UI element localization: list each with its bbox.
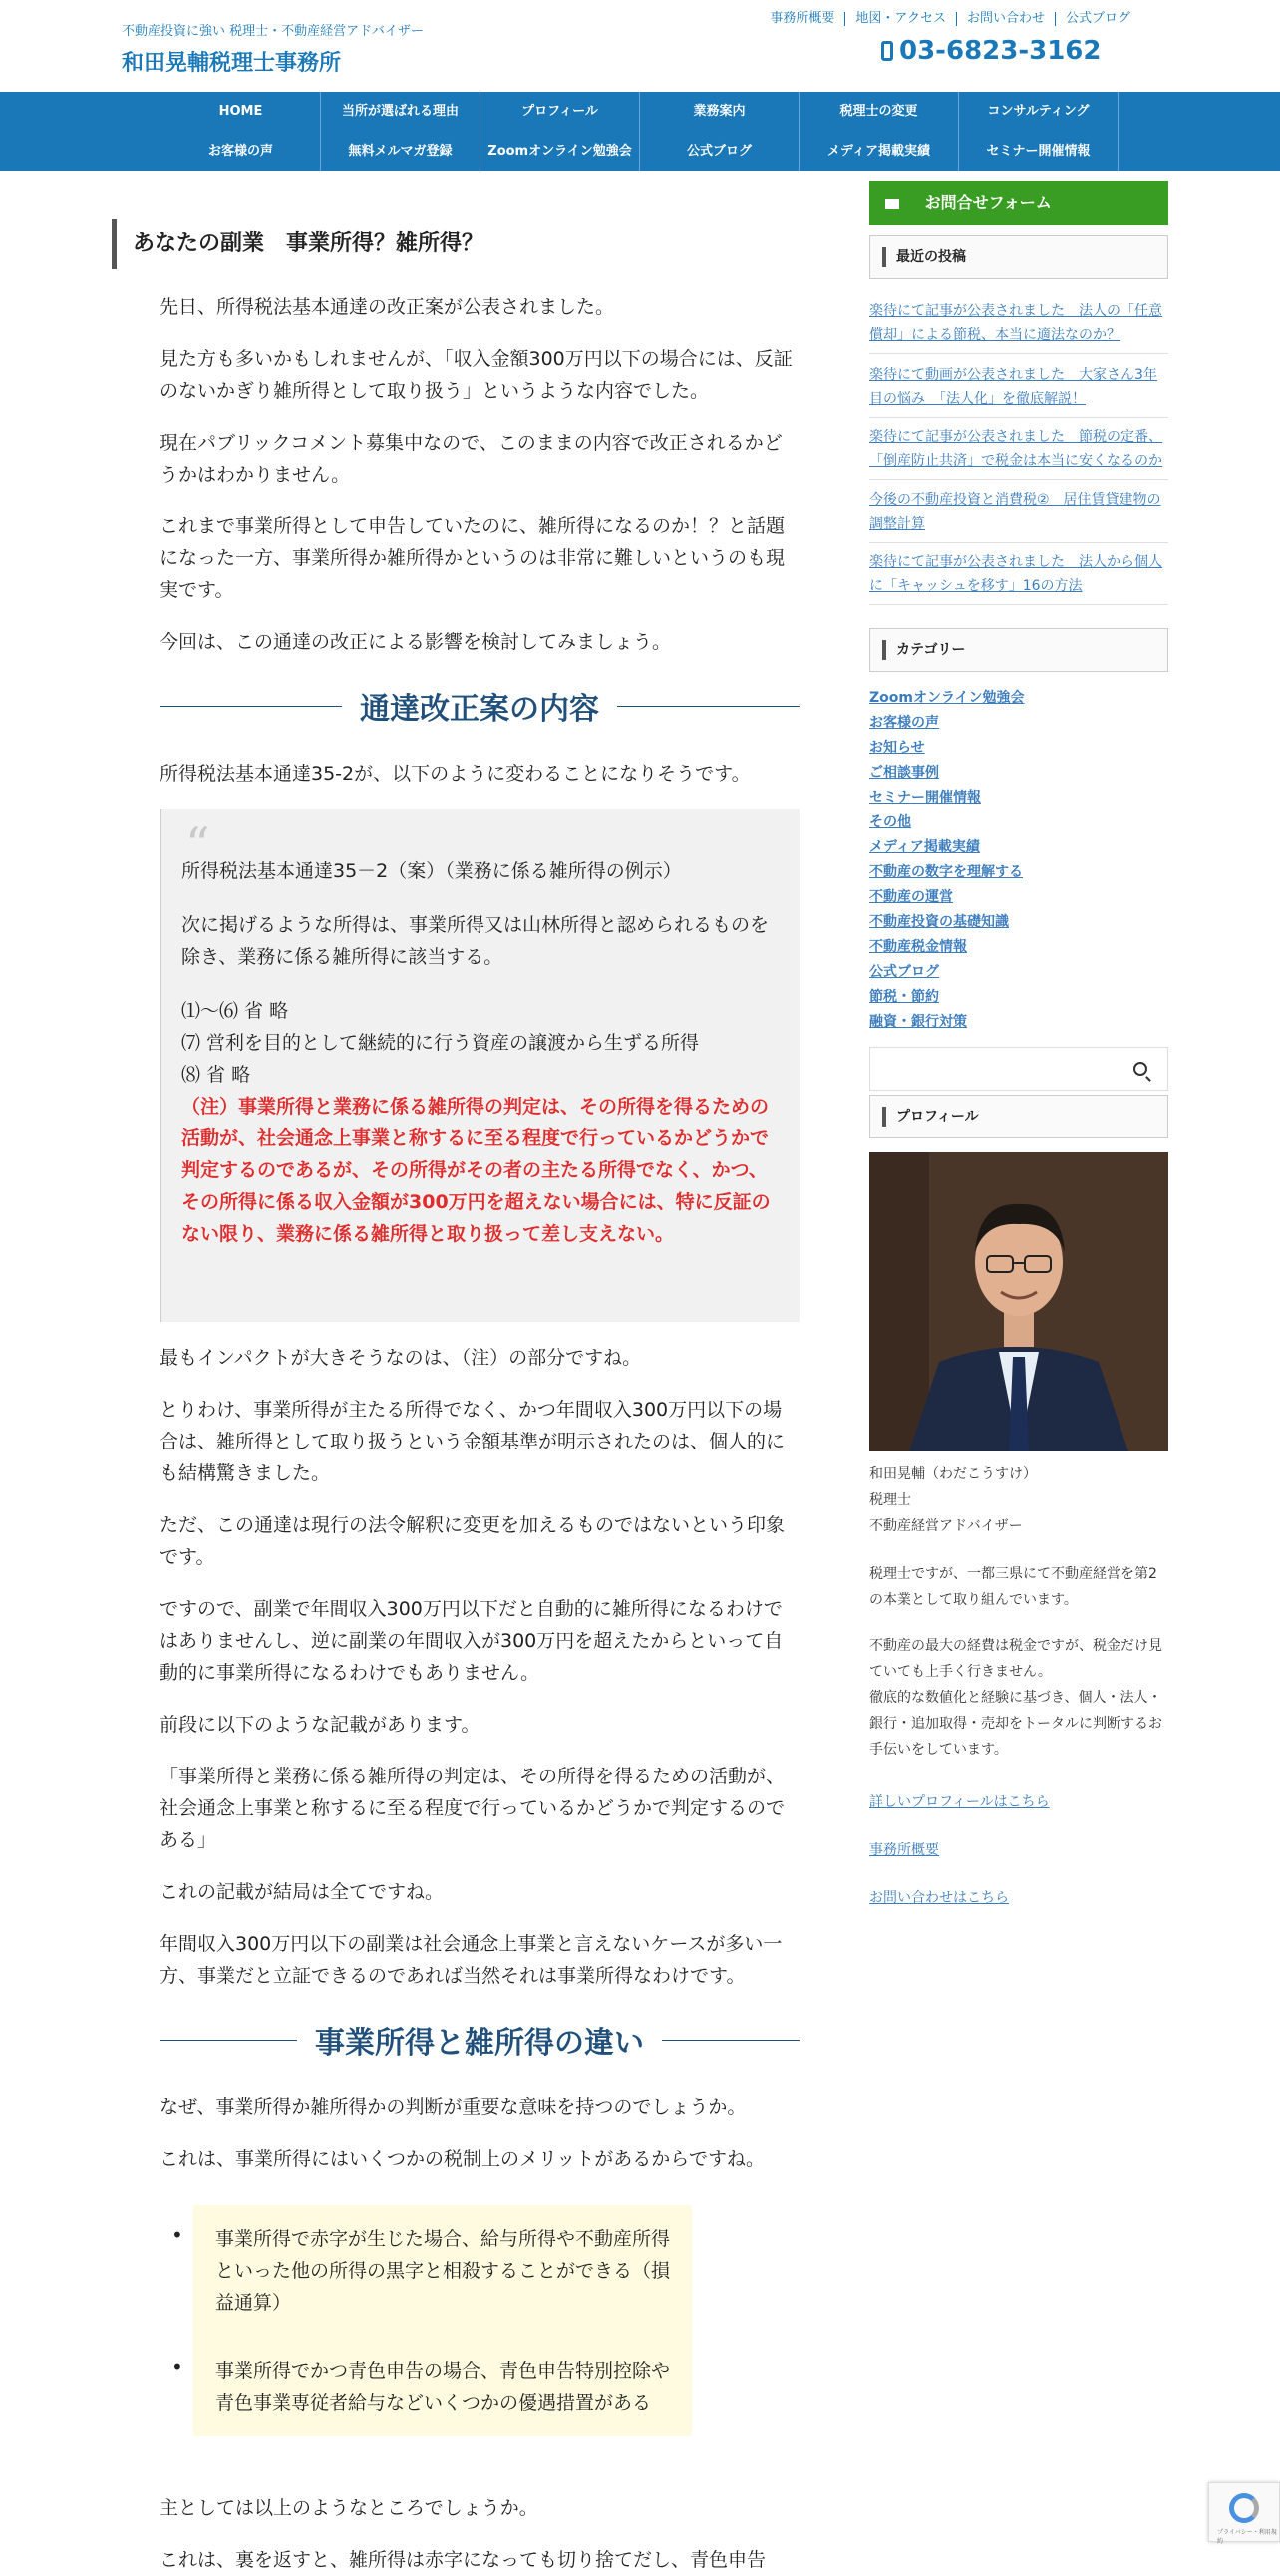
heading-line (160, 2040, 297, 2041)
profile-description: 不動産の最大の経費は税金ですが、税金だけ見ていても上手く行きません。 (869, 1638, 1162, 1680)
contact-form-button[interactable]: お問合せフォーム (869, 181, 1168, 225)
section-heading: 事業所得と雑所得の違い (160, 2018, 800, 2062)
category-link[interactable]: メディア掲載実績 (869, 839, 980, 855)
recaptcha-icon (1229, 2493, 1259, 2523)
office-overview-link[interactable]: 事務所概要 (869, 1842, 939, 1858)
category-link[interactable]: 不動産投資の基礎知識 (869, 914, 1009, 930)
paragraph: 所得税法基本通達35-2が、以下のように変わることになりそうです。 (160, 763, 751, 785)
profile-role: 税理士 (869, 1492, 911, 1508)
profile-name: 和田晃輔（わだこうすけ） (869, 1466, 1037, 1482)
profile-portrait-illustration (869, 1152, 1168, 1451)
top-link-access[interactable]: 地図・アクセス (844, 12, 956, 26)
site-tagline: 不動産投資に強い 税理士・不動産経営アドバイザー (122, 24, 424, 39)
paragraph: なぜ、事業所得か雑所得かの判断が重要な意味を持つのでしょうか。 (160, 2096, 747, 2118)
quote-line: 次に掲げるような所得は、事業所得又は山林所得と認められるものを除き、業務に係る雑所得に該当する。 (181, 914, 770, 968)
category-heading: カテゴリー (869, 628, 1168, 672)
recent-post-link[interactable]: 楽待にて記事が公表されました 法人の「任意償却」による節税、本当に適法なのか？ (869, 299, 1168, 354)
nav-blog[interactable]: 公式ブログ (640, 132, 800, 171)
bullet-icon: • (171, 2355, 183, 2379)
quote-icon: “ (185, 817, 210, 873)
top-link-contact[interactable]: お問い合わせ (956, 12, 1055, 26)
heading-bar (882, 247, 886, 267)
recent-post-link[interactable]: 今後の不動産投資と消費税② 居住賃貸建物の調整計算 (869, 488, 1168, 543)
site-title[interactable]: 和田晃輔税理士事務所 (122, 51, 342, 76)
recent-posts-heading: 最近の投稿 (869, 235, 1168, 279)
recent-post-link[interactable]: 楽待にて記事が公表されました 節税の定番、「倒産防止共済」で税金は本当に安くなるのか (869, 425, 1168, 480)
recent-post-link[interactable]: 楽待にて動画が公表されました 大家さん3年目の悩み 「法人化」を徹底解説！ (869, 363, 1168, 418)
paragraph: ただ、この通達は現行の法令解釈に変更を加えるものではないという印象です。 (160, 1514, 786, 1568)
nav-row-1 (0, 92, 1280, 132)
recent-post-link[interactable]: 楽待にて記事が公表されました 法人から個人に「キャッシュを移す」16の方法 (869, 550, 1168, 605)
post-title: あなたの副業 事業所得？雑所得？ (112, 219, 800, 269)
nav-profile[interactable]: プロフィール (480, 92, 640, 132)
blockquote (160, 809, 800, 1322)
paragraph: 先日、所得税法基本通達の改正案が公表されました。 (160, 296, 615, 318)
category-link[interactable]: その他 (869, 814, 911, 830)
phone-number[interactable] (881, 36, 1102, 66)
recaptcha-badge[interactable] (1208, 2482, 1280, 2545)
category-link[interactable]: お客様の声 (869, 715, 939, 731)
nav-newsletter[interactable]: 無料メルマガ登録 (321, 132, 480, 171)
section-heading: 通達改正案の内容 (160, 684, 800, 728)
search-icon[interactable] (1133, 1062, 1147, 1076)
paragraph: これは、裏を返すと、雑所得は赤字になっても切り捨てだし、青色申告 (160, 2549, 767, 2571)
paragraph: 見た方も多いかもしれませんが、「収入金額300万円以下の場合には、反証のないかぎり雑所得として取り扱う」というような内容でした。 (160, 348, 793, 402)
paragraph: これは、事業所得にはいくつかの税制上のメリットがあるからですね。 (160, 2148, 766, 2170)
heading-line (160, 706, 342, 707)
paragraph: 現在パブリックコメント募集中なので、このままの内容で改正されるかどうかはわかりません。 (160, 432, 783, 485)
nav-reasons[interactable]: 当所が選ばれる理由 (321, 92, 480, 132)
top-links (760, 12, 1140, 26)
nav-voices[interactable]: お客様の声 (161, 132, 321, 171)
paragraph: 年間収入300万円以下の副業は社会通念上事業と言えないケースが多い一方、事業だと立証できるのであれば当然それは事業所得なわけです。 (160, 1933, 783, 1987)
category-link[interactable]: 不動産の数字を理解する (869, 864, 1023, 880)
nav-zoom[interactable]: Zoomオンライン勉強会 (480, 132, 640, 171)
nav-row-2 (0, 132, 1280, 171)
top-link-blog[interactable]: 公式ブログ (1055, 12, 1140, 26)
paragraph: とりわけ、事業所得が主たる所得でなく、かつ年間収入300万円以下の場合は、雑所得として取り扱うという金額基準が明示されたのは、個人的にも結構驚きました。 (160, 1399, 786, 1484)
list-item: 事業所得でかつ青色申告の場合、青色申告特別控除や青色事業専従者給与などいくつかの優遇措置がある (193, 2337, 692, 2436)
category-link[interactable]: 不動産税金情報 (869, 939, 967, 955)
quote-line: 所得税法基本通達35－2（案）（業務に係る雑所得の例示） (181, 860, 682, 882)
quote-note-highlight: （注）事業所得と業務に係る雑所得の判定は、その所得を得るための活動が、社会通念上事業と称するに至る程度で行っているかどうかで判定するのであるが、その所得がその者の主たる所得でなく、かつ、その所得に係る収入金額が300万円を超えない場合には、特に反証のない限り、業務に係る雑所得と取り扱って差し支えない。 (181, 1096, 771, 1245)
list-item: 事業所得で赤字が生じた場合、給与所得や不動産所得といった他の所得の黒字と相殺することができる（損益通算） (193, 2205, 692, 2337)
phone-icon (881, 41, 893, 61)
phone-text: 03-6823-3162 (899, 36, 1102, 66)
paragraph: これの記載が結局は全てですね。 (160, 1881, 445, 1903)
category-link[interactable]: セミナー開催情報 (869, 790, 981, 805)
envelope-icon (885, 199, 899, 209)
profile-description: 徹底的な数値化と経験に基づき、個人・法人・銀行・追加取得・売却をトータルに判断するお手伝いをしています。 (869, 1690, 1162, 1758)
nav-media[interactable]: メディア掲載実績 (800, 132, 959, 171)
category-link[interactable]: 公式ブログ (869, 964, 939, 980)
contact-link[interactable]: お問い合わせはこちら (869, 1890, 1009, 1906)
bullet-icon: • (171, 2223, 183, 2247)
nav-seminar[interactable]: セミナー開催情報 (959, 132, 1119, 171)
site-header (0, 0, 1280, 92)
category-link[interactable]: お知らせ (869, 740, 925, 756)
nav-home[interactable]: HOME (161, 92, 321, 132)
paragraph: 最もインパクトが大きそうなのは、（注）の部分ですね。 (160, 1347, 642, 1369)
heading-bar (882, 1107, 886, 1127)
heading-line (662, 2040, 800, 2041)
nav-services[interactable]: 業務案内 (640, 92, 800, 132)
category-link[interactable]: ご相談事例 (869, 765, 939, 781)
paragraph: 主としては以上のようなところでしょうか。 (160, 2497, 538, 2519)
category-link[interactable]: 不動産の運営 (869, 889, 953, 905)
heading-line (617, 706, 800, 707)
profile-detail-link[interactable]: 詳しいプロフィールはこちら (869, 1794, 1050, 1810)
search-input[interactable] (869, 1047, 1168, 1091)
paragraph: 「事業所得と業務に係る雑所得の判定は、その所得を得るための活動が、社会通念上事業と称するに至る程度で行っているかどうかで判定するのである」 (160, 1766, 786, 1851)
category-link[interactable]: Zoomオンライン勉強会 (869, 690, 1025, 706)
paragraph: 前段に以下のような記載があります。 (160, 1714, 480, 1736)
paragraph: これまで事業所得として申告していたのに、雑所得になるのか！？と話題になった一方、事業所得か雑所得かというのは非常に難しいというのも現実です。 (160, 515, 786, 601)
profile-photo (869, 1152, 1168, 1451)
category-link[interactable]: 節税・節約 (869, 989, 939, 1005)
recaptcha-label: プライバシー・利用規約 (1217, 2529, 1277, 2545)
nav-change-accountant[interactable]: 税理士の変更 (800, 92, 959, 132)
quote-line: ⑴～⑹ 省 略 (181, 1000, 289, 1022)
profile-heading: プロフィール (869, 1095, 1168, 1138)
nav-consulting[interactable]: コンサルティング (959, 92, 1119, 132)
main-nav (0, 92, 1280, 171)
category-link[interactable]: 融資・銀行対策 (869, 1014, 967, 1030)
quote-line: ⑺ 営利を目的として継続的に行う資産の譲渡から生ずる所得 (181, 1032, 700, 1054)
paragraph: ですので、副業で年間収入300万円以下だと自動的に雑所得になるわけではありませんし、逆に副業の年間収入が300万円を超えたからといって自動的に事業所得になるわけでもありません。 (160, 1598, 784, 1684)
quote-line: ⑻ 省 略 (181, 1064, 251, 1086)
profile-role: 不動産経営アドバイザー (869, 1518, 1023, 1534)
profile-description: 税理士ですが、一都三県にて不動産経営を第2の本業として取り組んでいます。 (869, 1566, 1157, 1608)
top-link-office[interactable]: 事務所概要 (770, 11, 835, 26)
heading-bar (882, 640, 886, 660)
paragraph: 今回は、この通達の改正による影響を検討してみましょう。 (160, 631, 672, 653)
